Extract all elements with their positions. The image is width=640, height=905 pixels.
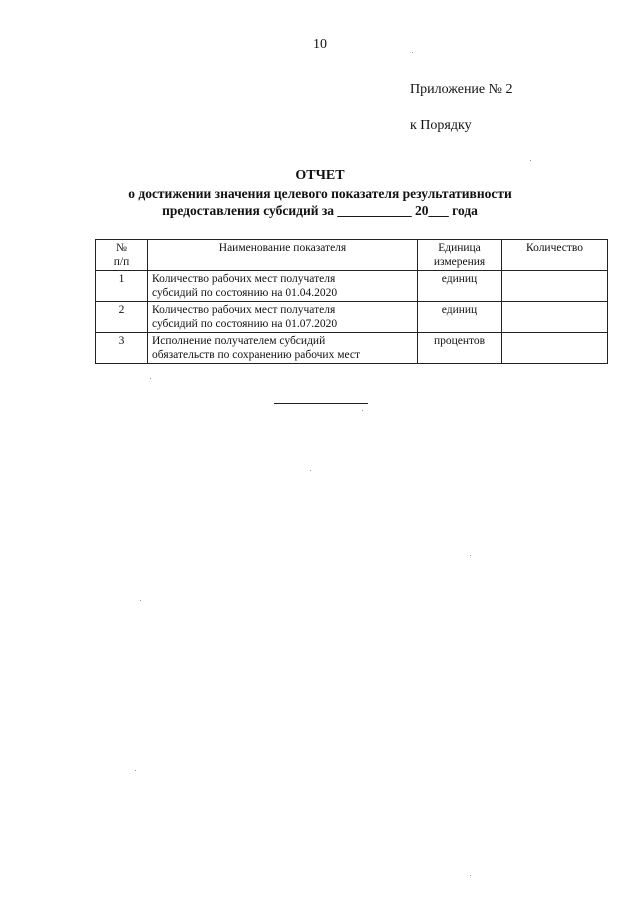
scan-speck xyxy=(310,470,311,471)
document-subtitle-line-2: предоставления субсидий за ___________ 20___ года xyxy=(162,203,478,218)
end-divider-line xyxy=(274,403,368,404)
row-quantity xyxy=(502,333,608,364)
table-header-row xyxy=(96,240,608,271)
table-row xyxy=(96,271,608,302)
document-subtitle-line-1: о достижении значения целевого показателя результативности xyxy=(128,186,512,201)
scan-speck xyxy=(150,378,151,379)
row-number: 3 xyxy=(96,333,148,364)
scan-speck xyxy=(530,160,531,161)
row-unit: единиц xyxy=(418,271,502,302)
row-indicator-name: Количество рабочих мест получателя субсидий по состоянию на 01.04.2020 xyxy=(148,271,418,302)
row-number: 2 xyxy=(96,302,148,333)
scan-speck xyxy=(140,600,141,601)
scan-speck xyxy=(362,410,363,411)
header-name: Наименование показателя xyxy=(148,240,418,271)
scan-speck xyxy=(412,52,413,53)
appendix-label: Приложение № 2 xyxy=(410,82,513,97)
row-quantity xyxy=(502,271,608,302)
table-row xyxy=(96,302,608,333)
table-row xyxy=(96,333,608,364)
row-quantity xyxy=(502,302,608,333)
row-number: 1 xyxy=(96,271,148,302)
scan-speck xyxy=(470,875,471,876)
row-indicator-name: Исполнение получателем субсидий обязательств по сохранению рабочих мест xyxy=(148,333,418,364)
appendix-reference: к Порядку xyxy=(410,118,472,133)
row-indicator-name: Количество рабочих мест получателя субсидий по состоянию на 01.07.2020 xyxy=(148,302,418,333)
header-number: № п/п xyxy=(96,240,148,271)
document-title: ОТЧЕТ xyxy=(295,168,345,183)
row-unit: единиц xyxy=(418,302,502,333)
page-number: 10 xyxy=(313,37,327,52)
header-quantity: Количество xyxy=(502,240,608,271)
report-table xyxy=(95,239,608,364)
scan-speck xyxy=(135,770,136,771)
scan-speck xyxy=(470,555,471,556)
header-unit: Единица измерения xyxy=(418,240,502,271)
row-unit: процентов xyxy=(418,333,502,364)
